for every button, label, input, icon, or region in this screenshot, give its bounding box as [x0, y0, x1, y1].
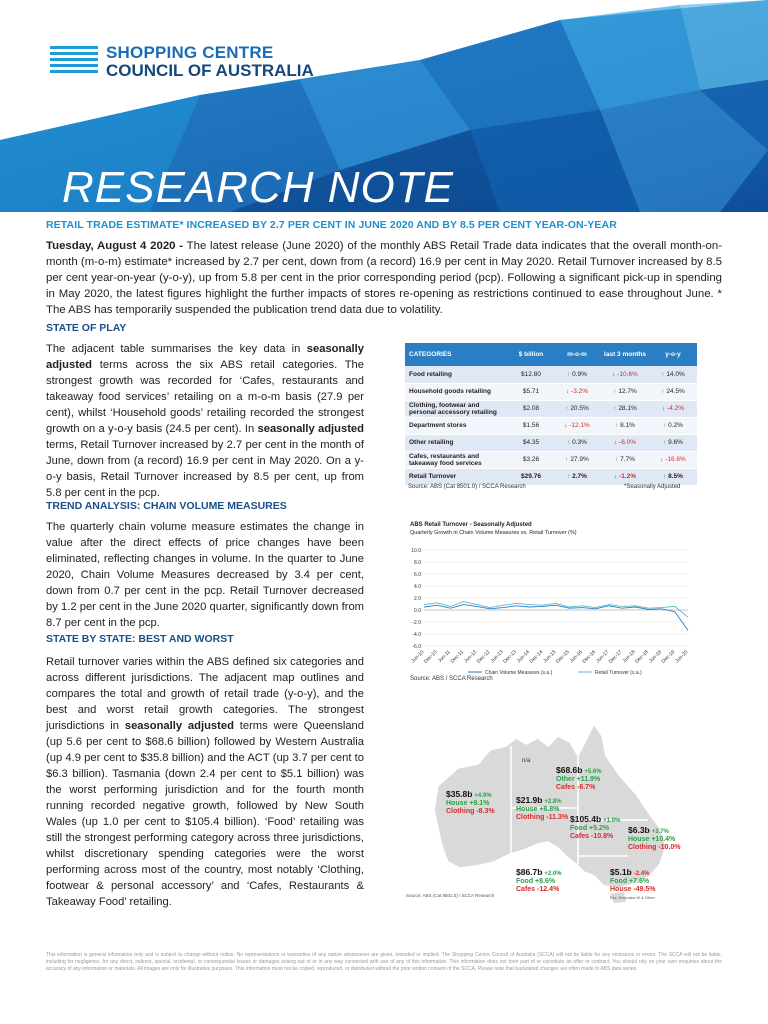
x-tick-label: Jun-20: [674, 649, 690, 665]
col-header: m-o-m: [553, 343, 601, 366]
arrow-up-icon: ↑: [615, 456, 621, 463]
state-best: House +8.8%: [516, 806, 560, 813]
x-tick-label: Jun-15: [542, 649, 558, 665]
map-label-nsw: [570, 815, 620, 841]
y-tick-label: 2.0: [414, 596, 421, 602]
cell-yoy: [649, 383, 697, 400]
map-source: Source: ABS (Cat 8501.0) / SCCA Research: [406, 893, 495, 898]
text-run: terms were Queensland (up 5.6 per cent to $68.6 billion) followed by Western Australia (up 4.9 per cent to $35.8 billion) and the ACT (up 3.7 per cent to $6.3 billion). Tasmania (down 2.4 per cent to $5.1 billion) was the worst performing jurisdiction and for the fourth month running recorded negative growth, followed by New South Wales (up 1.0 per cent to $105.4 billion). ‘Food’ retailing was still the strongest performing category across three jurisdictions, whilst discretionary spending categories were the worst performing across most of the country, most notably ‘Clothing, footwear & personal accessory’ and ‘Cafes, Restaurants & Takeaway Food’ retailing.: [46, 720, 364, 908]
cell-value: -1.2%: [619, 473, 637, 480]
cell-l3: [601, 383, 649, 400]
cell-value: -16.6%: [665, 456, 686, 463]
state-worst: Clothing -8.3%: [446, 808, 495, 815]
col-header: CATEGORIES: [405, 343, 509, 366]
arrow-up-icon: ↑: [663, 473, 669, 480]
cell-l3: [601, 451, 649, 468]
y-tick-label: 6.0: [414, 572, 421, 578]
x-tick-label: Jun-18: [621, 649, 637, 665]
cell-value: -10.6%: [617, 370, 638, 378]
table-total-row: [405, 468, 697, 485]
cell-value: Food retailing: [409, 370, 452, 378]
cell-cat: [405, 451, 509, 468]
cell-l3: [601, 434, 649, 451]
x-tick-label: Dec-11: [449, 649, 466, 665]
emphasis: seasonally adjusted: [124, 720, 234, 732]
y-tick-label: 10.0: [411, 548, 421, 554]
cell-value: 24.5%: [666, 388, 685, 395]
cell-cat: [405, 400, 509, 417]
cell-value: 8.1%: [620, 422, 635, 429]
cell-value: Retail Turnover: [409, 473, 457, 480]
disclaimer-footer: This information is general information only and is subject to change without notice. No representations or warranties of any nature whatsoever are given, intended or implied. The Shopping Centre Council of Australia (SCCA) will not be liable for any omissions or errors. The SCCA will not be liable, including for negligence, for any direct, indirect, special, incidental, or consequential losses or damages arising out of or in any way connected with use of any of this information. This information does not form part of or constitute an offer or contract. You should rely on your own enquiries about the accuracy of any information or materials. All images are only for illustrative purposes. This information must not be copied, reproduced, or distributed without the prior written consent of the SCCA. Please note that backdated changes are often made to ABS data series.: [46, 952, 722, 972]
cell-yoy: [649, 417, 697, 434]
y-tick-label: -2.0: [412, 620, 421, 626]
cell-yoy: [649, 451, 697, 468]
x-tick-label: Dec-19: [660, 649, 677, 665]
map-na-label: n/a: [522, 758, 531, 764]
arrow-down-icon: ↓: [613, 439, 620, 446]
table-row: [405, 400, 697, 417]
arrow-down-icon: ↓: [661, 405, 668, 412]
logo-line-1: SHOPPING CENTRE: [106, 43, 274, 62]
cell-l3: [601, 400, 649, 417]
map-label-qld: [556, 766, 602, 792]
state-value: $5.1b: [610, 867, 632, 877]
retail-turnover-chart: [398, 520, 698, 690]
cell-value: 0.9%: [572, 370, 587, 378]
arrow-up-icon: ↑: [663, 422, 669, 429]
text-run: terms, Retail Turnover increased by 2.7 per cent in the month of June, down from (a record) 16.9 per cent in May 2020. On a y-o-y basis, Retail Turnover increased by 8.5 per cent, up from 5.8 per cent in the pcp.: [46, 439, 364, 499]
y-tick-label: 4.0: [414, 584, 421, 590]
cell-value: -6.0%: [619, 439, 637, 446]
cell-mom: [553, 400, 601, 417]
x-tick-label: Dec-17: [607, 649, 624, 665]
emphasis: seasonally adjusted: [257, 423, 364, 435]
cell-mom: [553, 468, 601, 485]
cell-bn: [509, 417, 553, 434]
cell-value: 27.9%: [570, 456, 589, 463]
arrow-up-icon: ↑: [567, 473, 573, 480]
header-banner: [0, 0, 768, 212]
state-growth: +5.6%: [584, 769, 602, 775]
x-tick-label: Dec-15: [554, 649, 571, 665]
cell-cat: [405, 366, 509, 383]
trend-heading: TREND ANALYSIS: CHAIN VOLUME MEASURES: [46, 500, 287, 512]
cell-bn: [509, 400, 553, 417]
x-tick-label: Dec-14: [528, 649, 545, 665]
cell-value: $2.08: [522, 405, 540, 412]
state-value: $6.3b: [628, 825, 650, 835]
state-value: $86.7b: [516, 867, 543, 877]
cell-mom: [553, 366, 601, 383]
text-run: Retail turnover varies within the ABS defined six categories and across different jurisdictions. The adjacent map outlines and compares the total and growth of retail trade (y-o-y), and the best and worst retail growth categories. The strongest jurisdictions in: [46, 656, 364, 732]
cell-value: $29.76: [521, 473, 541, 480]
legend-label: Chain Volume Measures (s.a.): [485, 670, 553, 676]
x-tick-label: Jun-19: [647, 649, 664, 665]
cell-cat: [405, 417, 509, 434]
cell-value: $1.56: [522, 422, 540, 429]
state-worst: Cafes -10.8%: [570, 833, 614, 840]
state-growth: +2.0%: [544, 871, 562, 877]
text-run: The adjacent table summarises the key data in: [46, 343, 307, 355]
arrow-up-icon: ↑: [567, 439, 573, 446]
y-tick-label: 8.0: [414, 560, 421, 566]
map-label-tas: [610, 868, 656, 902]
cell-value: $5.71: [522, 388, 540, 395]
x-tick-label: Jun-17: [595, 649, 611, 665]
cell-value: -12.1%: [569, 422, 590, 429]
arrow-up-icon: ↑: [613, 388, 619, 395]
state-best: House +10.4%: [628, 836, 676, 843]
map-label-wa: [446, 790, 495, 816]
table-row: [405, 451, 697, 468]
state-of-play-paragraph: [46, 341, 364, 501]
logo-line-2: COUNCIL OF AUSTRALIA: [106, 61, 314, 80]
arrow-up-icon: ↑: [661, 388, 667, 395]
state-worst: Clothing -10.0%: [628, 844, 681, 851]
cell-cat: [405, 383, 509, 400]
x-tick-label: Jun-10: [410, 649, 426, 665]
table-row: [405, 434, 697, 451]
table-row: [405, 366, 697, 383]
state-worst: Clothing -11.3%: [516, 814, 569, 821]
x-tick-label: Dec-18: [634, 649, 650, 665]
state-value: $68.6b: [556, 765, 583, 775]
cell-value: $3.26: [522, 456, 540, 463]
state-value: $21.9b: [516, 795, 543, 805]
y-tick-label: -6.0: [412, 644, 421, 650]
cell-value: 28.1%: [618, 405, 637, 412]
banner-title: RESEARCH NOTE: [62, 163, 454, 212]
state-worst: Cafes -12.4%: [516, 886, 560, 893]
arrow-down-icon: ↓: [564, 422, 570, 429]
map-label-act: [628, 826, 681, 852]
cell-value: -4.2%: [667, 405, 685, 412]
table-header-row: [405, 343, 697, 366]
headline: RETAIL TRADE ESTIMATE* INCREASED BY 2.7 PER CENT IN JUNE 2020 AND BY 8.5 PER CENT YEAR-ON-YEAR: [46, 219, 617, 231]
trend-paragraph: The quarterly chain volume measure estimates the change in value after the direct effects of price changes have been eliminated, reflecting changes in volume. In the quarter to June 2020, Chain Volume Measures decreased by 3.4 per cent, down from 0.7 per cent in the pcp. Retail Turnover decreased by 1.2 per cent in the June 2020 quarter, significantly down from 8.7 per cent in the pcp.: [46, 521, 364, 629]
cell-value: 7.7%: [620, 456, 635, 463]
cell-value: Clothing, footwear and personal accessory retailing: [409, 401, 497, 416]
cell-value: 0.3%: [572, 439, 587, 446]
col-header: $ billion: [509, 343, 553, 366]
state-best: Food +7.6%: [610, 878, 650, 885]
x-tick-label: Dec-12: [475, 649, 492, 665]
x-tick-label: Jun-11: [437, 649, 452, 664]
text-run: terms across the six ABS retail categories. The strongest growth was recorded for ‘Cafes, restaurants and takeaway food services’ retailing on a m-o-m basis (27.9 per cent), whilst ‘Household goods’ retailing recorded the strongest growth on a y-o-y basis (24.5 per cent). In: [46, 359, 364, 435]
emphasis: seasonally adjusted: [46, 343, 364, 371]
table-note: *Seasonally Adjusted: [624, 484, 681, 490]
cell-value: 0.2%: [668, 422, 683, 429]
chart-subtitle: Quarterly Growth in Chain Volume Measures vs. Retail Turnover (%): [410, 530, 577, 536]
cell-bn: [509, 383, 553, 400]
map-label-nt: [516, 796, 568, 822]
table-source: Source: ABS (Cat 8501.0) / SCCA Research: [408, 484, 526, 490]
x-tick-label: Dec-10: [422, 649, 439, 665]
x-tick-label: Dec-13: [502, 649, 518, 665]
state-growth: +3.7%: [651, 829, 669, 835]
cell-value: 14.0%: [666, 370, 685, 378]
cell-value: 20.5%: [570, 405, 589, 412]
col-header: last 3 months: [601, 343, 649, 366]
map-label-vic: [516, 868, 562, 894]
tas-note: Exc. Excludes W & Other: [610, 895, 655, 900]
cell-yoy: [649, 434, 697, 451]
cell-bn: [509, 468, 553, 485]
cell-value: $4.35: [522, 439, 540, 446]
cell-l3: [601, 468, 649, 485]
arrow-up-icon: ↑: [615, 422, 621, 429]
arrow-up-icon: ↑: [565, 405, 571, 412]
state-value: $105.4b: [570, 814, 602, 824]
cell-yoy: [649, 468, 697, 485]
cell-mom: [553, 417, 601, 434]
intro-body: The latest release (June 2020) of the monthly ABS Retail Trade data indicates that the overall month-on-month (m-o-m) estimate* increased by 2.7 per cent, down from (a record) 16.9 per cent in May 2020. Retail Turnover increased by 8.5 per cent year-on-year (y-o-y), up from 5.8 per cent in the prior corresponding period (pcp). Following a significant pick-up in spending in May 2020, the latest figures highlight the further impacts of stores re-opening as restrictions continued to ease throughout June. * The ABS has temporarily suspended the publication trend data due to volatility.: [46, 240, 722, 316]
state-value: $35.8b: [446, 789, 473, 799]
state-by-state-heading: STATE BY STATE: BEST AND WORST: [46, 633, 234, 645]
arrow-up-icon: ↑: [567, 370, 573, 378]
cell-bn: [509, 366, 553, 383]
state-by-state-paragraph: [46, 654, 364, 910]
state-of-play-heading: STATE OF PLAY: [46, 322, 127, 334]
state-best: Food +5.2%: [570, 825, 610, 832]
arrow-up-icon: ↑: [565, 456, 571, 463]
intro-paragraph: [46, 238, 722, 318]
cell-mom: [553, 451, 601, 468]
cell-value: $12.80: [521, 370, 541, 378]
chart-title: ABS Retail Turnover - Seasonally Adjusted: [410, 522, 532, 528]
table-row: [405, 383, 697, 400]
cell-value: Household goods retailing: [409, 388, 491, 395]
state-growth: -2.4%: [633, 871, 650, 877]
arrow-down-icon: ↓: [660, 456, 666, 463]
cell-value: 12.7%: [618, 388, 637, 395]
state-worst: House -49.5%: [610, 886, 656, 893]
cell-value: Other retailing: [409, 439, 454, 446]
y-tick-label: 0.0: [414, 608, 421, 614]
chart-plot: [398, 538, 698, 688]
cell-mom: [553, 434, 601, 451]
x-tick-label: Jun-14: [515, 649, 532, 665]
cell-mom: [553, 383, 601, 400]
cell-l3: [601, 417, 649, 434]
table-row: [405, 417, 697, 434]
x-tick-label: Dec-16: [581, 649, 598, 665]
x-tick-label: Jun-13: [489, 649, 505, 665]
arrow-down-icon: ↓: [612, 370, 618, 378]
cell-value: Department stores: [409, 422, 467, 429]
state-best: Other +11.9%: [556, 776, 601, 783]
cell-cat: [405, 434, 509, 451]
cell-value: 9.6%: [668, 439, 683, 446]
cell-yoy: [649, 400, 697, 417]
state-growth: +1.0%: [603, 818, 621, 824]
intro-date: Tuesday, August 4 2020 -: [46, 240, 184, 252]
cell-value: 8.5%: [668, 473, 683, 480]
x-tick-label: Jun-12: [463, 649, 479, 665]
arrow-up-icon: ↑: [661, 370, 667, 378]
legend-label: Retail Turnover (s.a.): [595, 670, 642, 676]
cell-value: Cafes, restaurants and takeaway food services: [409, 452, 482, 467]
col-header: y-o-y: [649, 343, 697, 366]
state-growth: +2.8%: [544, 799, 562, 805]
x-tick-label: Jun-16: [568, 649, 584, 665]
arrow-up-icon: ↑: [613, 405, 619, 412]
cell-value: -3.2%: [571, 388, 589, 395]
cell-cat: [405, 468, 509, 485]
cell-yoy: [649, 366, 697, 383]
cell-value: 2.7%: [572, 473, 587, 480]
australia-map: [398, 716, 698, 904]
arrow-down-icon: ↓: [565, 388, 572, 395]
chart-source: Source: ABS / SCCA Research: [410, 676, 493, 682]
arrow-up-icon: ↑: [663, 439, 669, 446]
y-tick-label: -4.0: [412, 632, 421, 638]
cell-bn: [509, 451, 553, 468]
state-growth: +4.9%: [474, 793, 492, 799]
cell-l3: [601, 366, 649, 383]
state-best: Food +8.6%: [516, 878, 556, 885]
arrow-down-icon: ↓: [613, 473, 620, 480]
cell-bn: [509, 434, 553, 451]
logo-mark: [50, 46, 98, 76]
state-worst: Cafes -6.7%: [556, 784, 596, 791]
state-best: House +9.1%: [446, 800, 490, 807]
retail-categories-table: [405, 343, 697, 486]
